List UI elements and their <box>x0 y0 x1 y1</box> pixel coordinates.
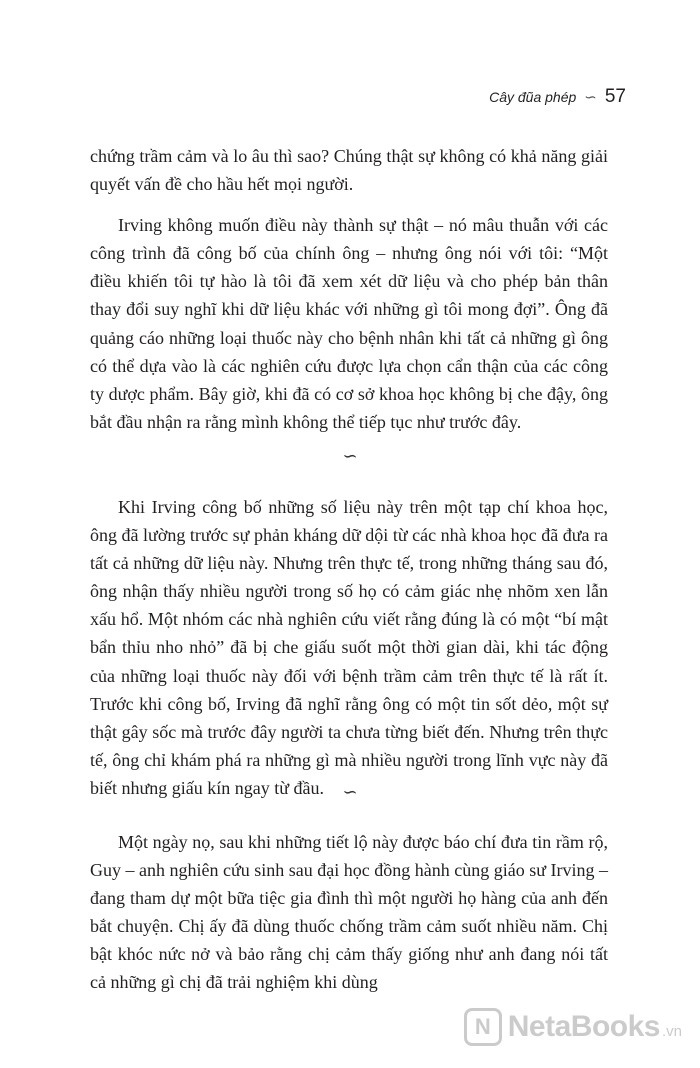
paragraph: chứng trầm cảm và lo âu thì sao? Chúng thật sự không có khả năng giải quyết vấn đề cho hầu hết mọi người. <box>90 146 608 195</box>
flourish-icon: ∽ <box>584 89 597 106</box>
page-number: 57 <box>604 86 626 107</box>
section-break-ornament: ∽ <box>342 446 358 466</box>
paragraph: Irving không muốn điều này thành sự thật – nó mâu thuẫn với các công trình đã công bố của chính ông – nhưng ông nói với tôi: “Một điều khiến tôi tự hào là tôi đã xem xét dữ liệu và cho phép bản thân thay đổi suy nghĩ khi dữ liệu khác với những gì tôi mong đợi”. Ông đã quảng cáo những loại thuốc này cho bệnh nhân khi tất cả những gì ông có thể dựa vào là các nghiên cứu được lựa chọn cẩn thận của các công ty dược phẩm. Bây giờ, khi đã có cơ sở khoa học không bị che đậy, ông bắt đầu nhận ra rằng mình không thể tiếp tục như trước đây. <box>90 215 608 432</box>
netabooks-watermark <box>464 1008 682 1046</box>
running-header <box>489 86 626 108</box>
watermark-name: NetaBooks <box>507 1010 660 1043</box>
chapter-title: Cây đũa phép <box>489 89 577 105</box>
paragraph: Khi Irving công bố những số liệu này trên một tạp chí khoa học, ông đã lường trước sự phản kháng dữ dội từ các nhà khoa học đã đưa ra tất cả những dữ liệu này. Nhưng trên thực tế, trong những tháng sau đó, ông nhận thấy nhiều người trong số họ có cảm giác nhẹ nhõm xen lẫn xấu hổ. Một nhóm các nhà nghiên cứu viết rằng đúng là có một “bí mật bẩn thỉu nho nhỏ” đã bị che giấu suốt một thời gian dài, khi tác động của những loại thuốc này đối với bệnh trầm cảm trên thực tế là rất ít. Trước khi công bố, Irving đã nghĩ rằng ông có một tin sốt dẻo, một sự thật gây sốc mà trước đây người ta chưa từng biết đến. Nhưng trên thực tế, ông chỉ khám phá ra những gì mà nhiều người trong lĩnh vực này đã biết nhưng giấu kín ngay từ đầu. <box>90 497 608 798</box>
section-break-ornament: ∽ <box>342 782 358 802</box>
netabooks-logo-icon: N <box>464 1008 502 1046</box>
text-section-1 <box>90 142 608 436</box>
watermark-tld: .vn <box>661 1023 682 1040</box>
paragraph: Một ngày nọ, sau khi những tiết lộ này được báo chí đưa tin rầm rộ, Guy – anh nghiên cứu sinh sau đại học đồng hành cùng giáo sư Irving – đang tham dự một bữa tiệc gia đình thì một người họ hàng của anh đến bắt chuyện. Chị ấy đã dùng thuốc chống trầm cảm suốt nhiều năm. Chị bật khóc nức nở và bảo rằng chị cảm thấy giống như anh đang nói tất cả những gì chị đã trải nghiệm khi dùng <box>90 832 608 993</box>
text-section-2 <box>90 493 608 802</box>
text-section-3 <box>90 828 608 997</box>
